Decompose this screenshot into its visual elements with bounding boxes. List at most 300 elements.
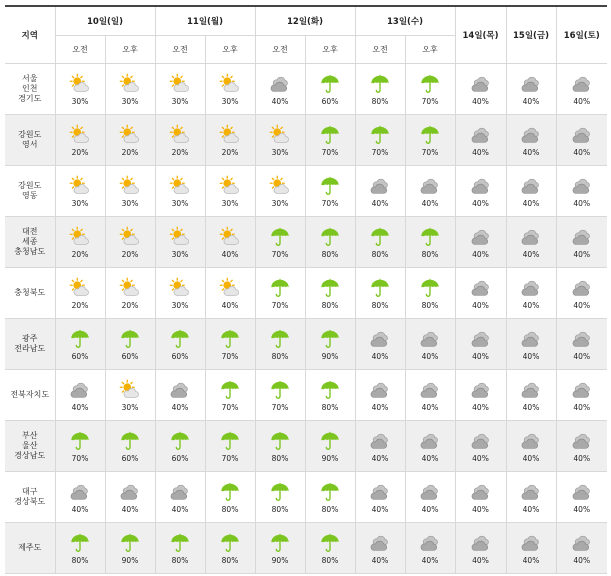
- rain-umbrella-icon: [319, 277, 341, 299]
- forecast-cell: [155, 115, 205, 166]
- forecast-cell: [405, 319, 455, 370]
- forecast-cell: [205, 472, 255, 523]
- forecast-cell-content: [206, 115, 255, 165]
- forecast-cell-content: [507, 319, 556, 369]
- forecast-cell-content: [256, 472, 305, 522]
- partly-cloudy-icon: [219, 73, 241, 95]
- forecast-cell-content: [56, 115, 105, 165]
- forecast-cell-content: [206, 166, 255, 216]
- forecast-cell-content: [106, 64, 155, 114]
- forecast-cell-content: [456, 421, 506, 471]
- forecast-cell-content: [356, 217, 405, 267]
- forecast-cell-content: [557, 421, 608, 471]
- region-name-line: 인천: [22, 84, 38, 93]
- precipitation-probability: 40%: [522, 96, 540, 106]
- forecast-cell-content: [456, 166, 506, 216]
- region-column-header: 지역: [5, 6, 55, 64]
- region-name-line: 전북자치도: [10, 390, 50, 399]
- forecast-cell-content: [156, 421, 205, 471]
- forecast-cell-content: [306, 64, 355, 114]
- forecast-cell: [205, 268, 255, 319]
- forecast-cell: [55, 421, 105, 472]
- rain-umbrella-icon: [419, 277, 441, 299]
- precipitation-probability: 80%: [321, 555, 339, 565]
- header-row-days: [5, 6, 607, 36]
- forecast-cell: [405, 115, 455, 166]
- forecast-cell-content: [256, 64, 305, 114]
- precipitation-probability: 90%: [271, 555, 289, 565]
- forecast-cell: [455, 421, 506, 472]
- forecast-cell-content: [156, 217, 205, 267]
- precipitation-probability: 70%: [421, 147, 439, 157]
- forecast-cell: [556, 421, 607, 472]
- forecast-cell: [255, 217, 305, 268]
- precipitation-probability: 90%: [121, 555, 139, 565]
- partly-cloudy-icon: [169, 226, 191, 248]
- precipitation-probability: 40%: [421, 453, 439, 463]
- forecast-cell-content: [56, 472, 105, 522]
- forecast-cell-content: [156, 319, 205, 369]
- forecast-cell: [205, 64, 255, 115]
- region-name-line: 대전: [22, 227, 38, 236]
- cloudy-icon: [369, 481, 391, 503]
- forecast-cell: [155, 370, 205, 421]
- precipitation-probability: 30%: [121, 198, 139, 208]
- table-row: [5, 523, 607, 574]
- forecast-cell: [205, 370, 255, 421]
- forecast-cell: [455, 166, 506, 217]
- partly-cloudy-icon: [69, 124, 91, 146]
- forecast-cell: [405, 523, 455, 574]
- forecast-cell: [55, 217, 105, 268]
- precipitation-probability: 30%: [271, 198, 289, 208]
- forecast-cell-content: [456, 472, 506, 522]
- rain-umbrella-icon: [319, 73, 341, 95]
- forecast-cell: [355, 217, 405, 268]
- partly-cloudy-icon: [219, 175, 241, 197]
- partly-cloudy-icon: [169, 124, 191, 146]
- region-name-line: 강원도: [18, 130, 42, 139]
- precipitation-probability: 60%: [321, 96, 339, 106]
- forecast-cell-content: [406, 166, 455, 216]
- precipitation-probability: 20%: [171, 147, 189, 157]
- forecast-cell-content: [507, 523, 556, 573]
- precipitation-probability: 40%: [472, 96, 489, 106]
- partly-cloudy-icon: [119, 73, 141, 95]
- precipitation-probability: 30%: [221, 198, 239, 208]
- cloudy-icon: [470, 226, 492, 248]
- cloudy-icon: [520, 379, 542, 401]
- forecast-cell-content: [256, 268, 305, 318]
- precipitation-probability: 20%: [121, 249, 139, 259]
- cloudy-icon: [571, 379, 593, 401]
- precipitation-probability: 40%: [121, 504, 139, 514]
- forecast-cell: [405, 472, 455, 523]
- region-name-line: 경상남도: [14, 451, 46, 460]
- precipitation-probability: 60%: [121, 453, 139, 463]
- forecast-cell: [155, 217, 205, 268]
- precipitation-probability: 40%: [171, 402, 189, 412]
- partly-cloudy-icon: [219, 277, 241, 299]
- rain-umbrella-icon: [419, 73, 441, 95]
- forecast-cell: [55, 115, 105, 166]
- forecast-cell: [305, 523, 355, 574]
- precipitation-probability: 80%: [371, 249, 389, 259]
- forecast-cell-content: [106, 523, 155, 573]
- forecast-cell-content: [356, 268, 405, 318]
- cloudy-icon: [369, 532, 391, 554]
- rain-umbrella-icon: [319, 124, 341, 146]
- precipitation-probability: 40%: [221, 300, 239, 310]
- precipitation-probability: 40%: [573, 147, 591, 157]
- forecast-cell: [255, 166, 305, 217]
- forecast-cell-content: [106, 421, 155, 471]
- forecast-cell-content: [206, 319, 255, 369]
- forecast-cell-content: [156, 166, 205, 216]
- forecast-cell-content: [356, 115, 405, 165]
- precipitation-probability: 40%: [421, 198, 439, 208]
- forecast-cell-content: [507, 217, 556, 267]
- forecast-cell-content: [206, 472, 255, 522]
- precipitation-probability: 40%: [472, 402, 489, 412]
- forecast-cell: [105, 472, 155, 523]
- rain-umbrella-icon: [169, 328, 191, 350]
- rain-umbrella-icon: [119, 430, 141, 452]
- precipitation-probability: 40%: [522, 300, 540, 310]
- forecast-cell: [255, 472, 305, 523]
- rain-umbrella-icon: [319, 532, 341, 554]
- rain-umbrella-icon: [319, 328, 341, 350]
- forecast-cell-content: [206, 523, 255, 573]
- precipitation-probability: 30%: [171, 249, 189, 259]
- precipitation-probability: 20%: [71, 249, 89, 259]
- forecast-cell: [506, 217, 556, 268]
- forecast-cell-content: [356, 421, 405, 471]
- cloudy-icon: [571, 226, 593, 248]
- precipitation-probability: 20%: [71, 147, 89, 157]
- partly-cloudy-icon: [269, 175, 291, 197]
- cloudy-icon: [470, 430, 492, 452]
- precipitation-probability: 80%: [221, 555, 239, 565]
- precipitation-probability: 40%: [522, 351, 540, 361]
- precipitation-probability: 40%: [472, 198, 489, 208]
- precipitation-probability: 40%: [421, 555, 439, 565]
- forecast-cell: [556, 268, 607, 319]
- rain-umbrella-icon: [369, 73, 391, 95]
- precipitation-probability: 80%: [71, 555, 89, 565]
- precipitation-probability: 40%: [522, 504, 540, 514]
- rain-umbrella-icon: [69, 532, 91, 554]
- forecast-cell: [155, 268, 205, 319]
- region-name: [5, 64, 55, 115]
- precipitation-probability: 20%: [221, 147, 239, 157]
- rain-umbrella-icon: [219, 430, 241, 452]
- forecast-cell: [155, 319, 205, 370]
- precipitation-probability: 40%: [421, 402, 439, 412]
- cloudy-icon: [470, 532, 492, 554]
- forecast-cell: [105, 64, 155, 115]
- region-name-line: 경상북도: [14, 497, 46, 506]
- forecast-cell-content: [56, 217, 105, 267]
- precipitation-probability: 30%: [71, 198, 89, 208]
- precipitation-probability: 40%: [573, 198, 591, 208]
- precipitation-probability: 80%: [421, 300, 439, 310]
- cloudy-icon: [520, 481, 542, 503]
- precipitation-probability: 40%: [522, 198, 540, 208]
- forecast-cell-content: [56, 268, 105, 318]
- cloudy-icon: [470, 175, 492, 197]
- cloudy-icon: [520, 124, 542, 146]
- precipitation-probability: 40%: [472, 249, 489, 259]
- cloudy-icon: [520, 328, 542, 350]
- precipitation-probability: 40%: [472, 504, 489, 514]
- forecast-cell-content: [306, 166, 355, 216]
- precipitation-probability: 40%: [371, 351, 389, 361]
- forecast-cell-content: [306, 421, 355, 471]
- forecast-cell-content: [206, 421, 255, 471]
- precipitation-probability: 40%: [472, 555, 489, 565]
- precipitation-probability: 30%: [121, 402, 139, 412]
- forecast-cell-content: [306, 319, 355, 369]
- forecast-cell: [556, 319, 607, 370]
- precipitation-probability: 20%: [121, 147, 139, 157]
- forecast-cell: [506, 166, 556, 217]
- precipitation-probability: 80%: [171, 555, 189, 565]
- forecast-cell: [556, 370, 607, 421]
- region-name: [5, 472, 55, 523]
- forecast-cell: [55, 268, 105, 319]
- precipitation-probability: 40%: [522, 249, 540, 259]
- cloudy-icon: [520, 175, 542, 197]
- forecast-cell-content: [356, 523, 405, 573]
- forecast-cell-content: [106, 319, 155, 369]
- forecast-cell-content: [557, 268, 608, 318]
- forecast-cell-content: [156, 64, 205, 114]
- forecast-table-body: [5, 64, 607, 574]
- forecast-cell: [305, 115, 355, 166]
- forecast-cell: [355, 472, 405, 523]
- precipitation-probability: 30%: [171, 96, 189, 106]
- precipitation-probability: 40%: [472, 300, 489, 310]
- forecast-cell-content: [106, 268, 155, 318]
- cloudy-icon: [419, 328, 441, 350]
- forecast-cell: [55, 523, 105, 574]
- precipitation-probability: 70%: [271, 300, 289, 310]
- am-header: 오전: [155, 36, 205, 64]
- precipitation-probability: 70%: [371, 147, 389, 157]
- precipitation-probability: 70%: [271, 402, 289, 412]
- cloudy-icon: [571, 481, 593, 503]
- forecast-cell-content: [406, 217, 455, 267]
- forecast-cell: [205, 421, 255, 472]
- forecast-cell-content: [507, 166, 556, 216]
- forecast-cell: [455, 319, 506, 370]
- rain-umbrella-icon: [269, 481, 291, 503]
- precipitation-probability: 40%: [573, 555, 591, 565]
- precipitation-probability: 40%: [573, 300, 591, 310]
- pm-header: 오후: [405, 36, 455, 64]
- cloudy-icon: [269, 73, 291, 95]
- forecast-cell-content: [256, 319, 305, 369]
- forecast-cell: [506, 472, 556, 523]
- forecast-cell-content: [256, 115, 305, 165]
- forecast-cell: [155, 166, 205, 217]
- rain-umbrella-icon: [119, 328, 141, 350]
- forecast-cell-content: [306, 523, 355, 573]
- forecast-cell-content: [306, 370, 355, 420]
- forecast-cell: [506, 523, 556, 574]
- forecast-cell-content: [557, 64, 608, 114]
- forecast-cell: [455, 370, 506, 421]
- region-name-line: 충청남도: [14, 247, 46, 256]
- forecast-cell: [556, 64, 607, 115]
- cloudy-icon: [571, 532, 593, 554]
- day-header: 11일(월): [155, 6, 255, 36]
- precipitation-probability: 70%: [221, 351, 239, 361]
- table-row: [5, 217, 607, 268]
- rain-umbrella-icon: [219, 328, 241, 350]
- forecast-cell-content: [406, 319, 455, 369]
- pm-header: 오후: [105, 36, 155, 64]
- forecast-cell: [355, 523, 405, 574]
- forecast-cell: [105, 268, 155, 319]
- forecast-cell-content: [106, 115, 155, 165]
- forecast-cell: [255, 370, 305, 421]
- rain-umbrella-icon: [269, 379, 291, 401]
- forecast-cell: [405, 166, 455, 217]
- rain-umbrella-icon: [319, 430, 341, 452]
- table-row: [5, 370, 607, 421]
- day-header: 12일(화): [255, 6, 355, 36]
- forecast-cell: [405, 64, 455, 115]
- forecast-cell: [506, 370, 556, 421]
- precipitation-probability: 40%: [371, 504, 389, 514]
- forecast-cell-content: [507, 421, 556, 471]
- cloudy-icon: [571, 124, 593, 146]
- precipitation-probability: 80%: [321, 402, 339, 412]
- precipitation-probability: 40%: [522, 402, 540, 412]
- precipitation-probability: 40%: [71, 504, 89, 514]
- region-name: [5, 319, 55, 370]
- forecast-cell: [405, 421, 455, 472]
- forecast-cell: [556, 523, 607, 574]
- forecast-cell: [305, 217, 355, 268]
- region-name-line: 부산: [22, 431, 38, 440]
- forecast-cell: [205, 523, 255, 574]
- pm-header: 오후: [205, 36, 255, 64]
- forecast-cell-content: [56, 370, 105, 420]
- forecast-cell-content: [206, 64, 255, 114]
- precipitation-probability: 60%: [171, 351, 189, 361]
- precipitation-probability: 20%: [121, 300, 139, 310]
- forecast-cell-content: [557, 217, 608, 267]
- precipitation-probability: 40%: [522, 555, 540, 565]
- precipitation-probability: 80%: [271, 504, 289, 514]
- forecast-cell-content: [106, 472, 155, 522]
- precipitation-probability: 80%: [371, 300, 389, 310]
- precipitation-probability: 40%: [522, 453, 540, 463]
- partly-cloudy-icon: [219, 226, 241, 248]
- precipitation-probability: 40%: [371, 198, 389, 208]
- cloudy-icon: [470, 124, 492, 146]
- region-name: [5, 268, 55, 319]
- forecast-cell-content: [106, 217, 155, 267]
- forecast-cell-content: [256, 370, 305, 420]
- forecast-cell-content: [56, 523, 105, 573]
- forecast-cell: [255, 64, 305, 115]
- precipitation-probability: 70%: [221, 453, 239, 463]
- cloudy-icon: [571, 175, 593, 197]
- precipitation-probability: 40%: [472, 453, 489, 463]
- forecast-cell-content: [356, 472, 405, 522]
- cloudy-icon: [470, 379, 492, 401]
- region-name-line: 광주: [22, 334, 38, 343]
- cloudy-icon: [169, 379, 191, 401]
- forecast-cell: [305, 64, 355, 115]
- forecast-cell: [55, 64, 105, 115]
- region-name: [5, 217, 55, 268]
- region-name-line: 강원도: [18, 181, 42, 190]
- forecast-cell: [255, 421, 305, 472]
- forecast-cell: [405, 268, 455, 319]
- forecast-cell: [105, 217, 155, 268]
- cloudy-icon: [520, 277, 542, 299]
- cloudy-icon: [369, 175, 391, 197]
- region-name-line: 영동: [22, 191, 38, 200]
- precipitation-probability: 40%: [573, 96, 591, 106]
- forecast-cell: [556, 472, 607, 523]
- table-row: [5, 472, 607, 523]
- forecast-cell: [155, 523, 205, 574]
- precipitation-probability: 80%: [271, 453, 289, 463]
- forecast-cell: [305, 166, 355, 217]
- forecast-cell-content: [507, 268, 556, 318]
- forecast-cell-content: [56, 421, 105, 471]
- rain-umbrella-icon: [319, 379, 341, 401]
- rain-umbrella-icon: [219, 532, 241, 554]
- forecast-cell: [405, 370, 455, 421]
- rain-umbrella-icon: [219, 379, 241, 401]
- forecast-cell: [355, 319, 405, 370]
- forecast-cell: [355, 166, 405, 217]
- forecast-cell-content: [456, 523, 506, 573]
- forecast-cell-content: [156, 523, 205, 573]
- forecast-cell-content: [557, 115, 608, 165]
- forecast-cell: [455, 115, 506, 166]
- rain-umbrella-icon: [369, 226, 391, 248]
- table-row: [5, 421, 607, 472]
- cloudy-icon: [470, 73, 492, 95]
- partly-cloudy-icon: [69, 277, 91, 299]
- cloudy-icon: [369, 379, 391, 401]
- table-row: [5, 64, 607, 115]
- forecast-cell: [305, 370, 355, 421]
- forecast-cell-content: [206, 268, 255, 318]
- forecast-cell-content: [256, 421, 305, 471]
- forecast-cell-content: [456, 217, 506, 267]
- precipitation-probability: 30%: [121, 96, 139, 106]
- table-row: [5, 319, 607, 370]
- rain-umbrella-icon: [69, 328, 91, 350]
- precipitation-probability: 40%: [421, 351, 439, 361]
- cloudy-icon: [369, 430, 391, 452]
- forecast-cell: [556, 166, 607, 217]
- forecast-cell-content: [557, 472, 608, 522]
- cloudy-icon: [571, 73, 593, 95]
- precipitation-probability: 70%: [271, 249, 289, 259]
- precipitation-probability: 80%: [371, 96, 389, 106]
- forecast-cell: [55, 319, 105, 370]
